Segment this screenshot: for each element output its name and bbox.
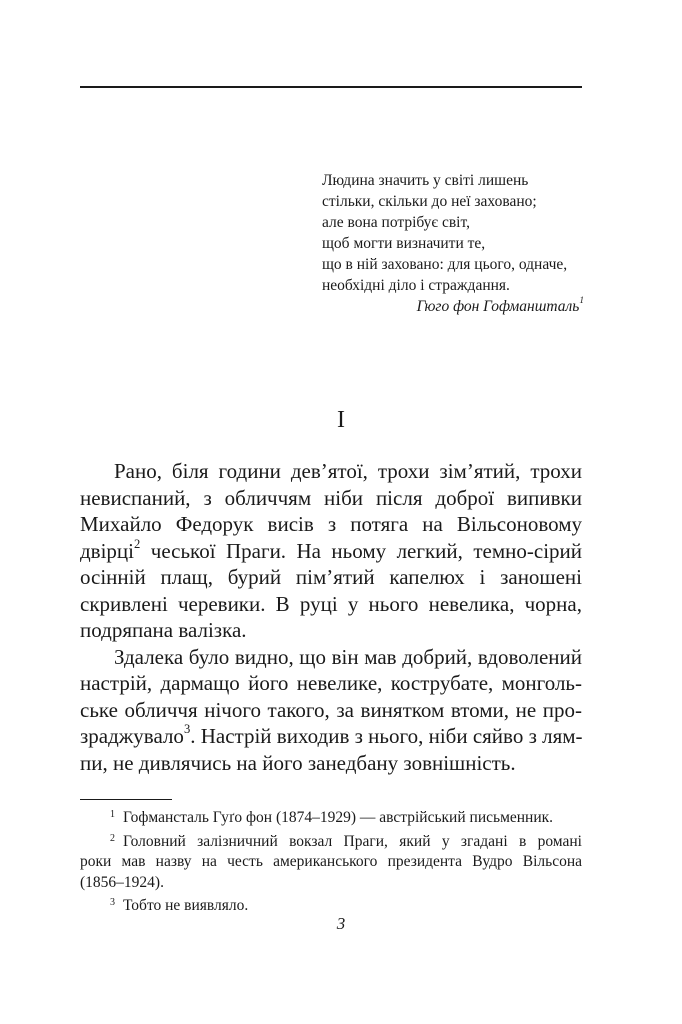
footnote-3 [80,893,582,917]
footnote-text: Гофмансталь Гуґо фон (1874–1929) — австрійський письменник. [123,809,554,826]
footnote-2-cont: роки мав назву на честь американського президента Вудро Вільсона [80,853,582,870]
epigraph [322,170,584,317]
body-text [80,458,582,776]
epigraph-line: необхідні діло і страждання. [322,277,510,294]
footnote-1 [80,805,582,829]
top-rule [80,86,582,88]
body-line: пи, не дивлячись на його занедбану зовнішність. [80,750,516,775]
body-line [80,538,582,565]
body-line: Рано, біля години дев’ятої, трохи зім’ятий, трохи [114,459,582,483]
footnote-ref: 1 [579,296,584,307]
footnotes [80,805,582,917]
body-line: ське обличчя нічого такого, за винятком втоми, не про- [80,697,582,722]
epigraph-author [322,296,584,317]
body-line-part: . Настрій виходив з нього, ніби сяйво з лям- [190,724,583,748]
body-line-part: чеської Праги. На ньому легкий, темно-сірий [140,538,582,563]
body-line: подряпана валізка. [80,618,247,642]
epigraph-line: щоб могти визначити те, [322,235,486,252]
footnote-text: Головний залізничний вокзал Праги, який у згадані в романі [123,832,582,850]
footnote-2-cont: (1856–1924). [80,873,164,891]
body-line: невиспаний, з обличчям ніби після доброї випивки [80,485,582,510]
footnote-rule [80,799,172,800]
body-line: скривлені черевики. В руці у нього невелика, чорна, [80,591,582,616]
body-line: осінній плащ, бурий пім’ятий капелюх і заношені [80,565,582,589]
body-line: настрій, дармащо його невелике, кострубате, монголь- [80,671,582,695]
footnote-mark: 1 [110,809,115,820]
body-line: Здалека було видно, що він мав добрий, вдоволений [114,644,582,669]
chapter-number: I [337,407,345,433]
epigraph-line: що в ній заховано: для цього, одначе, [322,256,568,273]
footnote-ref: 2 [134,536,141,551]
epigraph-author-name: Гюго фон Гофманшталь [416,298,580,315]
footnote-mark: 3 [110,897,115,908]
body-line-part: зраджувало [80,724,184,748]
footnote-text: Тобто не виявляло. [123,897,249,914]
body-line-part: двірці [80,538,135,563]
footnote-mark: 2 [110,832,115,844]
epigraph-line: але вона потрібує світ, [322,214,470,231]
footnote-2 [80,829,582,853]
body-line: Михайло Федорук висів з потяга на Вільсоновому [80,512,582,536]
body-line [80,723,582,750]
footnote-ref: 3 [183,722,191,737]
page-number: 3 [336,914,346,933]
epigraph-line: стільки, скільки до неї заховано; [322,193,537,210]
epigraph-line: Людина значить у світі лишень [322,172,529,189]
